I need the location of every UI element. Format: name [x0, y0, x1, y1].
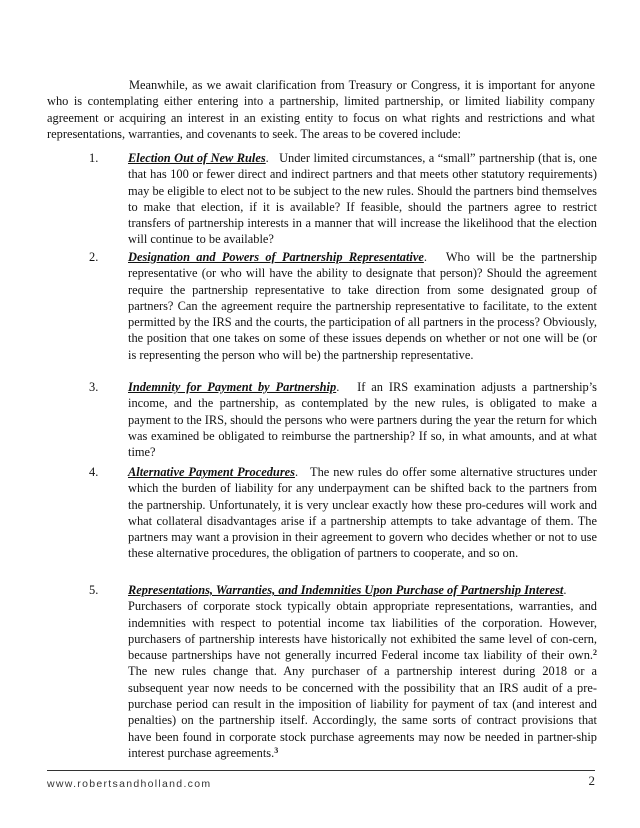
item-text: The new rules do offer some alternative structures under which the burden of liability for any underpayment can be shifted back to the partners from the partnership. Unfortunately, it is very unclear exactly how these pro-cedures will work and what collateral disadvantages arise if a partnership attempts to take advantage of them. The partners may want a provision in their agreement to govern who decides whether or not to use these alternative procedures, the obligation of partners to cooperate, and so on.	[128, 465, 597, 561]
item-body: Alternative Payment Procedures. The new rules do offer some alternative structures under which the burden of liability for any underpayment can be shifted back to the partners from the partnership. Unfortunately, it is very unclear exactly how these pro-cedures will work and what collateral disadvantages arise if a partnership attempts to take advantage of them. The partners may want a provision in their agreement to govern who decides whether or not to use these alternative procedures, the obligation of partners to cooperate, and so on.	[128, 465, 597, 561]
item-heading: Indemnity for Payment by Partnership	[128, 380, 337, 394]
page-number: 2	[588, 773, 595, 788]
list-item-2	[47, 249, 597, 363]
item-body: Representations, Warranties, and Indemnities Upon Purchase of Partnership Interest. Purchasers of corporate stock typically obtain appropriate representations, warranties, and indemnities with respect to potential income tax liabilities of the corporation. However, purchasers of partnership interests have historically not exhibited the same level of con-cern, because partnerships have not generally incurred Federal income tax liability of their own.$^2$ The new rules change that. Any purchaser of a partnership interest during 2018 or a subsequent year now needs to be concerned with the possibility that an IRS audit of a pre-purchase period can result in the imposition of liability for payment of tax (and interest and penalties) on the partnership itself. Accordingly, the same sorts of contract provisions that have been found in corporate stock purchase agreements may now be needed in partner-ship interest purchase agreements.$^3$	[128, 583, 597, 760]
footnote-ref[interactable]: 3	[274, 745, 279, 755]
list-item-3	[47, 379, 597, 460]
item-heading: Designation and Powers of Partnership Representative	[128, 250, 424, 264]
item-body: Designation and Powers of Partnership Representative. Who will be the partnership representative (or who will have the ability to designate that person)? Should the agreement require the partnership representative to take direction from some designated group of partners? Can the agreement require the partnership representative to facilitate, to the extent permitted by the IRS and the courts, the participation of all partners in the process? Obviously, the position that one takes on some of these issues depends on whether or not one will be (or is representing the person who will be) the partnership representative.	[128, 250, 597, 362]
item-body: Election Out of New Rules. Under limited circumstances, a “small” partnership (that is, one that has 100 or fewer direct and indirect partners and that meets other statutory requirements) may be eligible to elect not to be subject to the new rules. Should the partners bind themselves to make that election, if it is available? If feasible, should the partners agree to restrict transfers of partnership interests in a manner that will increase the likelihood that the election will continue to be available?	[128, 151, 597, 247]
item-text: Who will be the partnership representative (or who will have the ability to designate that person)? Should the agreement require the partnership representative to take direction from some designated group of partners? Can the agreement require the partnership representative to facilitate, to the extent permitted by the IRS and the courts, the participation of all partners in the process? Obviously, the position that one takes on some of these issues depends on whether or not one will be (or is representing the person who will be) the partnership representative.	[128, 250, 597, 362]
intro-paragraph: Meanwhile, as we await clarification from Treasury or Congress, it is important for anyone who is contemplating either entering into a partnership, limited partnership, or limited liability company agreement or acquiring an interest in an existing entity to focus on what rights and restrictions and what representations, warranties, and covenants to seek. The areas to be covered include:	[47, 78, 595, 141]
item-number: 4.	[89, 465, 99, 479]
footer-divider	[47, 770, 595, 771]
item-number: 1.	[89, 151, 99, 165]
item-body: Indemnity for Payment by Partnership. If an IRS examination adjusts a partnership’s income, and the partnership, as contemplated by the new rules, is obligated to make a payment to the IRS, should the persons who were partners during the year the return for which was examined be obligated to reimburse the partnership? If so, in what amounts, and at what time?	[128, 380, 597, 460]
item-text: If an IRS examination adjusts a partnership’s income, and the partnership, as contemplated by the new rules, is obligated to make a payment to the IRS, should the persons who were partners during the year the return for which was examined be obligated to reimburse the partnership? If so, in what amounts, and at what time?	[128, 380, 597, 460]
footer-website[interactable]: www.robertsandholland.com	[47, 778, 212, 790]
list-item-4	[47, 464, 597, 562]
item-text: Under limited circumstances, a “small” partnership (that is, one that has 100 or fewer direct and indirect partners and that meets other statutory requirements) may be eligible to elect not to be subject to the new rules. Should the partners bind themselves to make that election, if it is available? If feasible, should the partners agree to restrict transfers of partnership interests in a manner that will increase the likelihood that the election will continue to be available?	[128, 151, 597, 247]
item-heading: Alternative Payment Procedures	[128, 465, 295, 479]
item-heading: Representations, Warranties, and Indemnities Upon Purchase of Partnership Interest	[128, 583, 564, 597]
item-heading: Election Out of New Rules	[128, 151, 266, 165]
footnote-ref[interactable]: 2	[593, 648, 597, 658]
item-number: 3.	[89, 380, 99, 394]
item-text: The new rules change that. Any purchaser of a partnership interest during 2018 or a subsequent year now needs to be concerned with the possibility that an IRS audit of a pre-purchase period can result in the imposition of liability for payment of tax (and interest and penalties) on the partnership itself. Accordingly, the same sorts of contract provisions that have been found in corporate stock purchase agreements may now be needed in partner-ship interest purchase agreements.	[128, 664, 597, 760]
list-item-1	[47, 150, 597, 248]
item-number: 5.	[89, 583, 99, 597]
item-number: 2.	[89, 250, 99, 264]
item-text: Purchasers of corporate stock typically obtain appropriate representations, warranties, and indemnities with respect to potential income tax liabilities of the corporation. However, purchasers of partnership interests have historically not exhibited the same level of con-cern, because partnerships have not generally incurred Federal income tax liability of their own.	[128, 599, 597, 663]
list-item-5	[47, 582, 597, 761]
